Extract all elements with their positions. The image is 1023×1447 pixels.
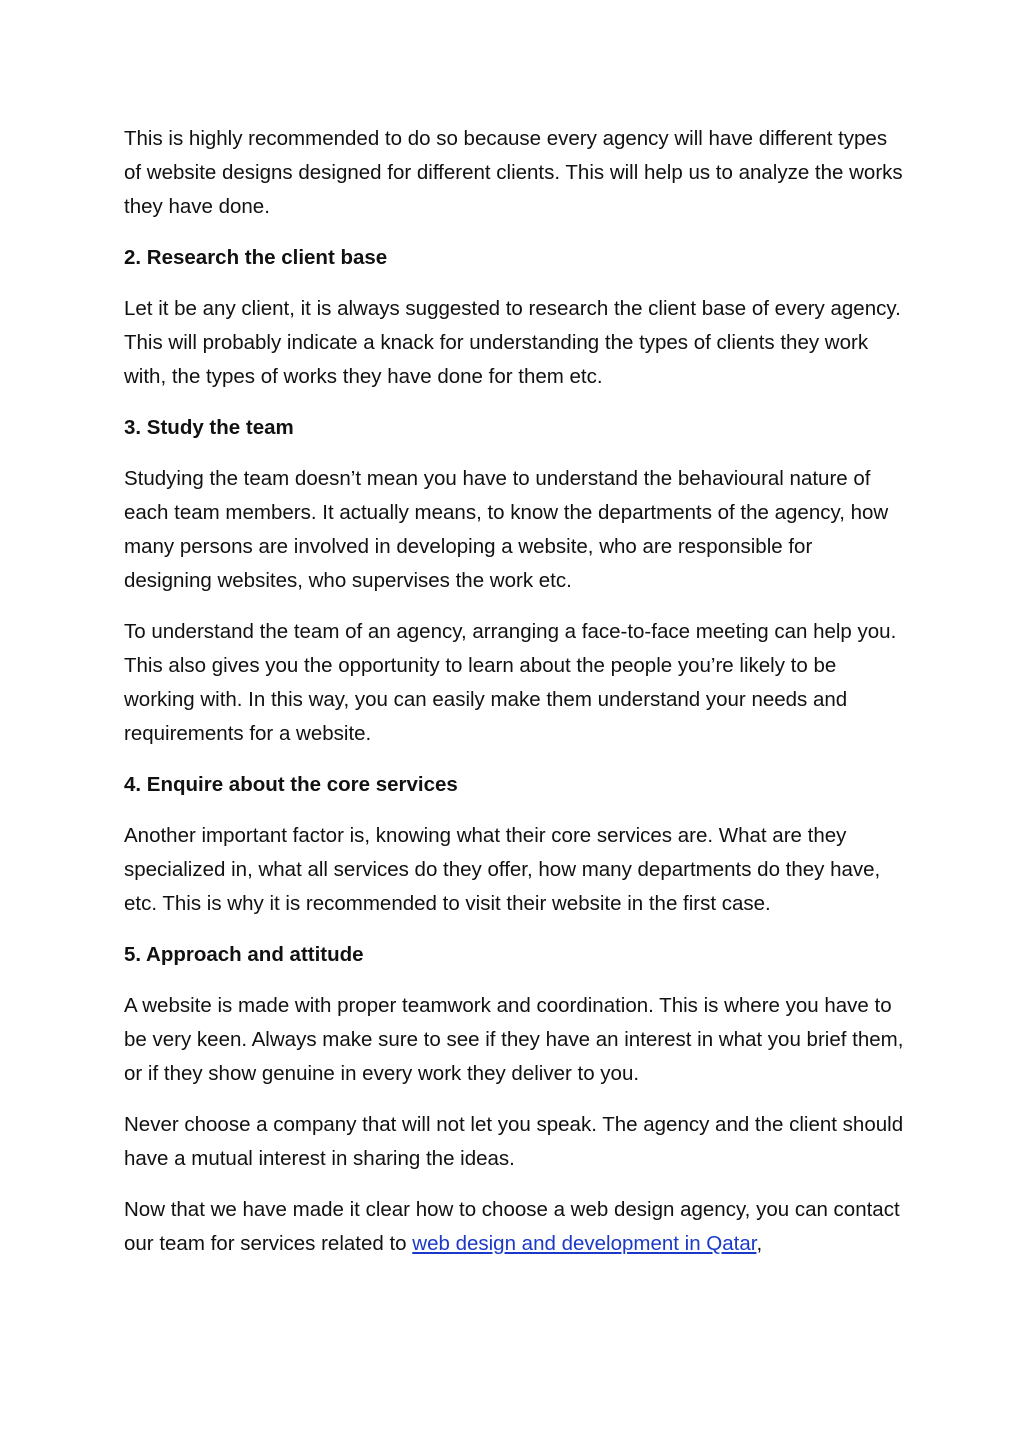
approach-paragraph: A website is made with proper teamwork and coordination. This is where you have to be very keen. Always make sure to see if they have an interest in what you brief them, or if they show genuine in every work they deliver to you. [124,994,904,1085]
heading-research-client-base: 2. Research the client base [124,246,388,269]
heading-approach-attitude: 5. Approach and attitude [124,943,364,966]
study-team-paragraph: Studying the team doesn’t mean you have to understand the behavioural nature of each team members. It actually means, to know the departments of the agency, how many persons are involved in developing a website, who are responsible for designing websites, who supervises the work etc. [124,467,889,592]
research-client-base-paragraph: Let it be any client, it is always suggested to research the client base of every agency. This will probably indicate a knack for understanding the types of clients they work with, the types of works they have done for them etc. [124,297,901,388]
heading-study-team: 3. Study the team [124,416,294,439]
intro-paragraph: This is highly recommended to do so because every agency will have different types of website designs designed for different clients. This will help us to analyze the works they have done. [124,127,903,218]
closing-comma: , [756,1232,763,1255]
closing-paragraph [124,1193,904,1261]
face-to-face-paragraph: To understand the team of an agency, arranging a face-to-face meeting can help you. This also gives you the opportunity to learn about the people you’re likely to be working with. In this way, you can easily make them understand your needs and requirements for a website. [124,620,897,745]
never-choose-paragraph: Never choose a company that will not let you speak. The agency and the client should have a mutual interest in sharing the ideas. [124,1113,904,1170]
closing-text: Now that we have made it clear how to choose a web design agency, you can contact our team for services related to [124,1198,900,1255]
document-page [124,122,904,1278]
heading-core-services: 4. Enquire about the core services [124,773,458,796]
core-services-paragraph: Another important factor is, knowing what their core services are. What are they specialized in, what all services do they offer, how many departments do they have, etc. This is why it is recommended to visit their website in the first case. [124,824,881,915]
web-design-qatar-link[interactable]: web design and development in Qatar [412,1232,757,1255]
